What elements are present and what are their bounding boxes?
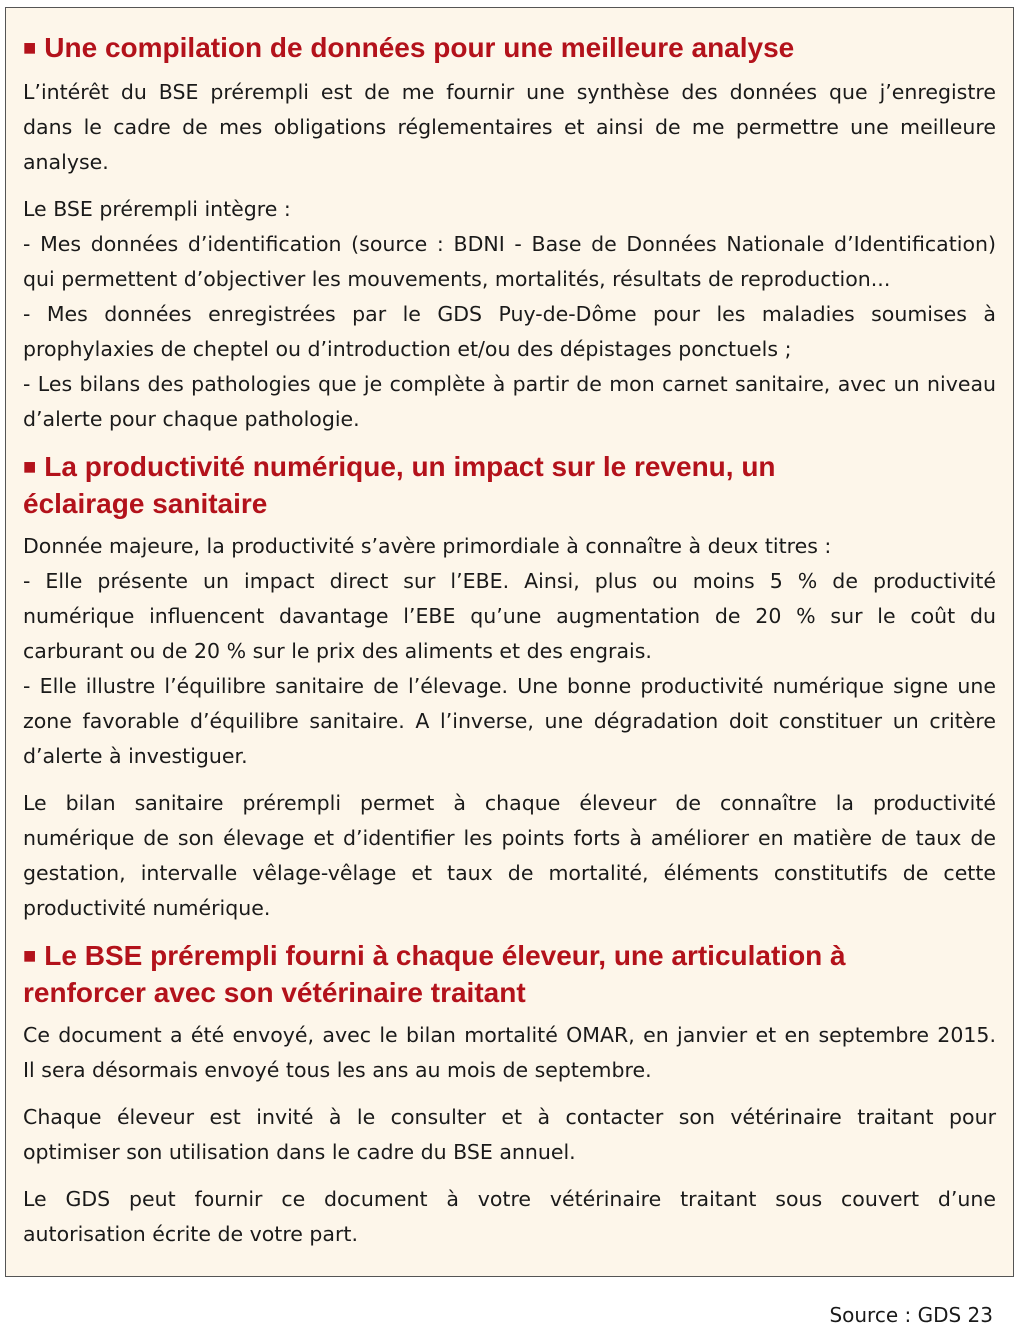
section-1-title: Une compilation de données pour une meilleure analyse bbox=[44, 32, 795, 63]
section-2-paragraph-2 bbox=[23, 786, 996, 926]
text-line: productivité numérique. bbox=[23, 896, 271, 920]
text-line: d’alerte à investiguer. bbox=[23, 744, 248, 768]
text-line: Il sera désormais envoyé tous les ans au mois de septembre. bbox=[23, 1058, 652, 1082]
section-3-paragraph-1 bbox=[23, 1018, 996, 1088]
section-1-paragraph-1 bbox=[23, 75, 996, 180]
text-line: numérique de son élevage et d’identifier les points forts à améliorer en matière de taux de bbox=[23, 826, 996, 850]
section-2-paragraph-1 bbox=[23, 529, 996, 774]
section-3-heading bbox=[23, 938, 996, 1010]
text-line: Ce document a été envoyé, avec le bilan mortalité OMAR, en janvier et en septembre 2015. bbox=[23, 1023, 996, 1047]
text-line: zone favorable d’équilibre sanitaire. A l’inverse, une dégradation doit constituer un critère bbox=[23, 709, 996, 733]
square-bullet-icon: ■ bbox=[23, 35, 37, 60]
section-2-heading bbox=[23, 449, 996, 521]
text-line: dans le cadre de mes obligations réglementaires et ainsi de me permettre une meilleure bbox=[23, 115, 996, 139]
text-line: analyse. bbox=[23, 150, 109, 174]
text-line: - Elle illustre l’équilibre sanitaire de l’élevage. Une bonne productivité numérique signe une bbox=[23, 674, 996, 698]
square-bullet-icon: ■ bbox=[23, 943, 37, 968]
text-line: gestation, intervalle vêlage-vêlage et taux de mortalité, éléments constitutifs de cette bbox=[23, 861, 996, 885]
text-line: Le GDS peut fournir ce document à votre vétérinaire traitant sous couvert d’une bbox=[23, 1187, 996, 1211]
section-2-title-line-1: La productivité numérique, un impact sur le revenu, un bbox=[44, 451, 776, 482]
text-line: Le bilan sanitaire prérempli permet à chaque éleveur de connaître la productivité bbox=[23, 791, 996, 815]
text-line: - Mes données enregistrées par le GDS Puy-de-Dôme pour les maladies soumises à bbox=[23, 302, 996, 326]
text-line: optimiser son utilisation dans le cadre du BSE annuel. bbox=[23, 1140, 576, 1164]
section-3-title-line-2: renforcer avec son vétérinaire traitant bbox=[23, 977, 526, 1008]
text-line: qui permettent d’objectiver les mouvements, mortalités, résultats de reproduction... bbox=[23, 267, 891, 291]
text-line: Donnée majeure, la productivité s’avère primordiale à connaître à deux titres : bbox=[23, 534, 832, 558]
text-line: Chaque éleveur est invité à le consulter et à contacter son vétérinaire traitant pour bbox=[23, 1105, 996, 1129]
section-3-title-line-1: Le BSE prérempli fourni à chaque éleveur, une articulation à bbox=[44, 940, 846, 971]
section-3-paragraph-2 bbox=[23, 1100, 996, 1170]
text-line: carburant ou de 20 % sur le prix des aliments et des engrais. bbox=[23, 639, 652, 663]
text-line: L’intérêt du BSE prérempli est de me fournir une synthèse des données que j’enregistre bbox=[23, 80, 996, 104]
text-line: - Elle présente un impact direct sur l’EBE. Ainsi, plus ou moins 5 % de productivité bbox=[23, 569, 996, 593]
text-line: numérique influencent davantage l’EBE qu’une augmentation de 20 % sur le coût du bbox=[23, 604, 996, 628]
source-credit: Source : GDS 23 bbox=[829, 1303, 993, 1327]
square-bullet-icon: ■ bbox=[23, 454, 37, 479]
text-line: Le BSE prérempli intègre : bbox=[23, 197, 291, 221]
text-line: prophylaxies de cheptel ou d’introduction et/ou des dépistages ponctuels ; bbox=[23, 337, 792, 361]
text-line: autorisation écrite de votre part. bbox=[23, 1222, 358, 1246]
section-1-paragraph-2 bbox=[23, 192, 996, 437]
section-1-heading bbox=[23, 30, 996, 67]
article-panel bbox=[5, 7, 1014, 1277]
text-line: d’alerte pour chaque pathologie. bbox=[23, 407, 360, 431]
section-3-paragraph-3 bbox=[23, 1182, 996, 1252]
text-line: - Les bilans des pathologies que je complète à partir de mon carnet sanitaire, avec un niveau bbox=[23, 372, 996, 396]
section-2-title-line-2: éclairage sanitaire bbox=[23, 488, 268, 519]
text-line: - Mes données d’identification (source : BDNI - Base de Données Nationale d’Identification) bbox=[23, 232, 996, 256]
